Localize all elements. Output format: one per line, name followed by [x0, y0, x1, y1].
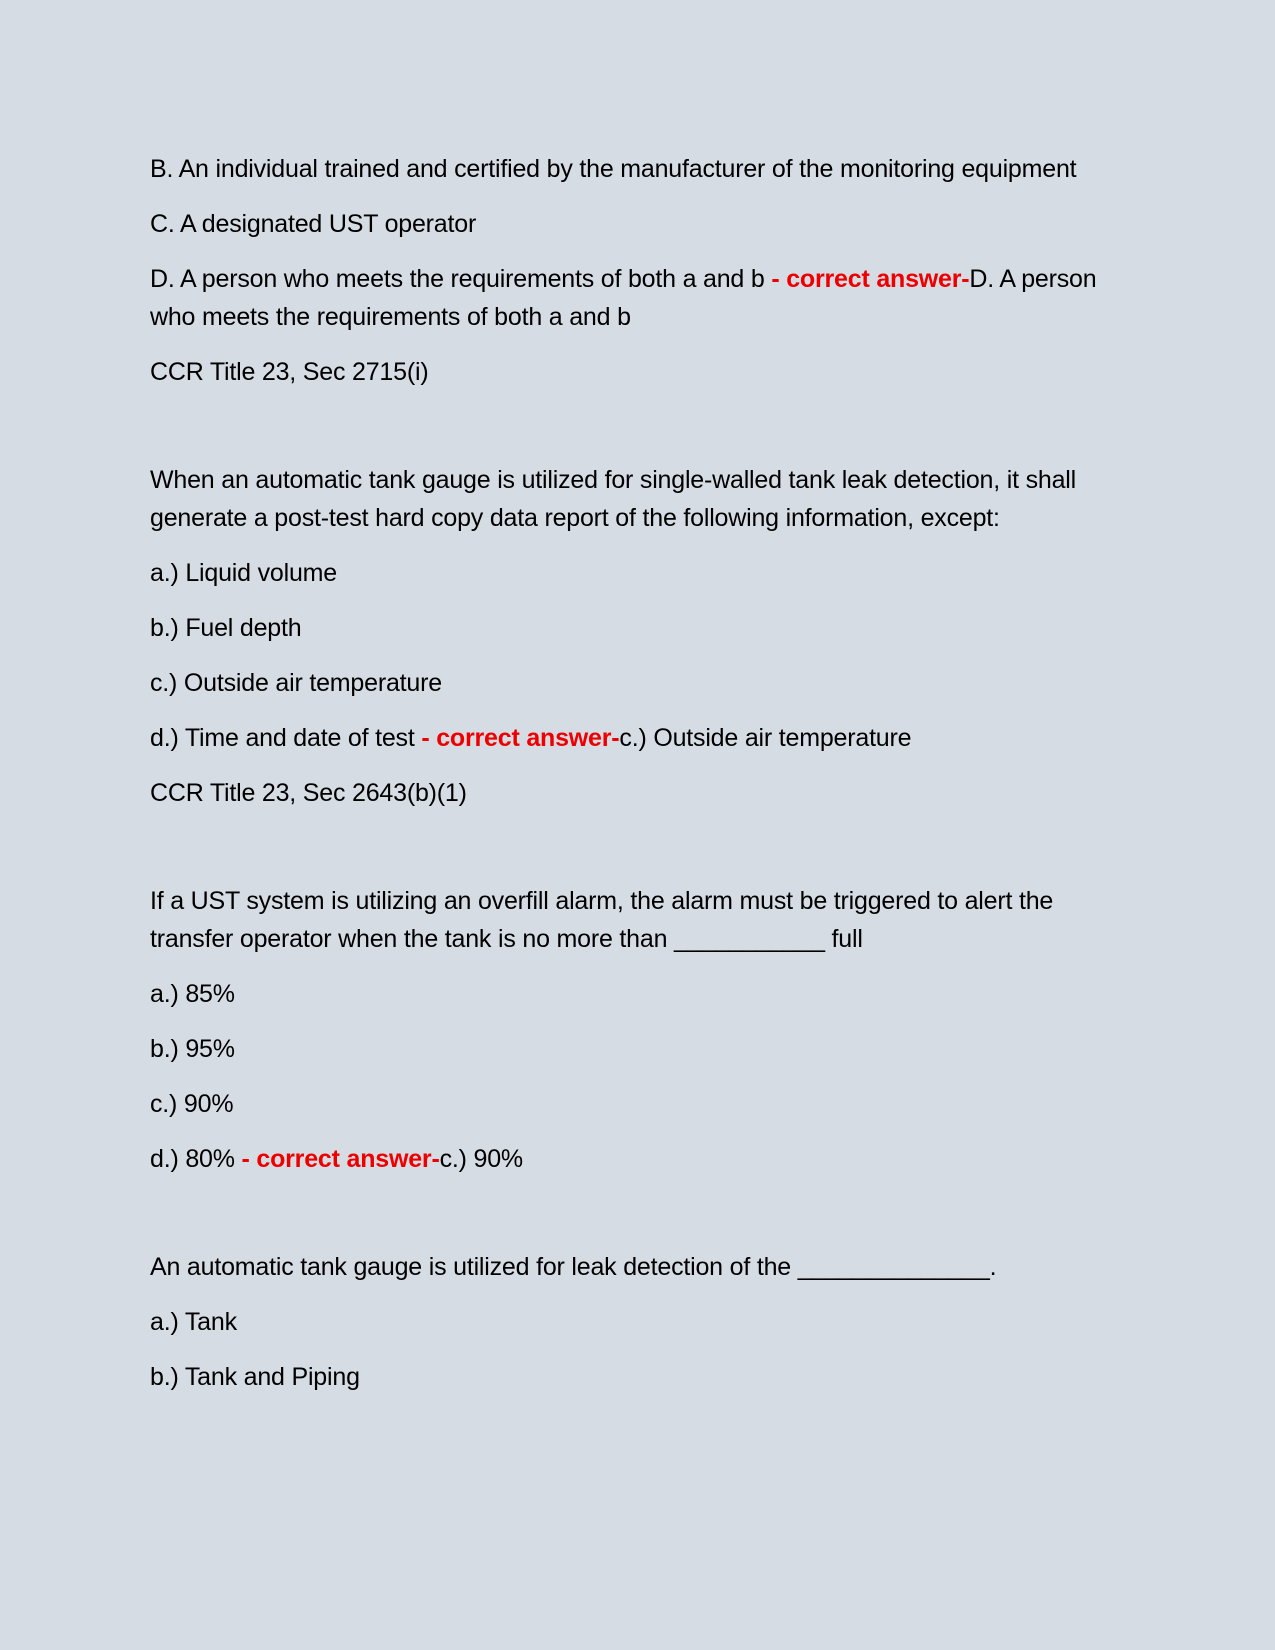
document-page — [150, 150, 1125, 1413]
q3-option-a: a.) 85% — [150, 980, 235, 1008]
q3-option-c: c.) 90% — [150, 1090, 234, 1118]
q2-option-c: c.) Outside air temperature — [150, 669, 442, 697]
q3-correct-marker: - correct answer- — [234, 1145, 440, 1173]
q1-option-b: B. An individual trained and certified by the manufacturer of the monitoring equipment — [150, 155, 1077, 183]
q1-reference: CCR Title 23, Sec 2715(i) — [150, 358, 429, 386]
q2-option-b: b.) Fuel depth — [150, 614, 302, 642]
q2-option-d — [150, 719, 1125, 757]
question-spacer — [150, 408, 1125, 461]
q1-answer: D. A person who meets the requirements of both a and b — [150, 265, 1097, 331]
q3-option-b: b.) 95% — [150, 1035, 235, 1063]
q2-option-d-text: d.) Time and date of test — [150, 724, 415, 752]
q1-correct-marker: - correct answer- — [764, 265, 970, 293]
question-spacer — [150, 829, 1125, 882]
q4-option-a: a.) Tank — [150, 1308, 237, 1336]
q1-option-d — [150, 260, 1125, 336]
q3-question: If a UST system is utilizing an overfill alarm, the alarm must be triggered to alert the transfer operator when the tank is no more than ___________ full — [150, 887, 1054, 953]
q4-option-b: b.) Tank and Piping — [150, 1363, 360, 1391]
q2-question: When an automatic tank gauge is utilized for single-walled tank leak detection, it shall generate a post-test hard copy data report of the following information, except: — [150, 466, 1076, 532]
q2-option-a: a.) Liquid volume — [150, 559, 337, 587]
q3-option-d — [150, 1140, 1125, 1178]
q2-reference: CCR Title 23, Sec 2643(b)(1) — [150, 779, 467, 807]
question-spacer — [150, 1195, 1125, 1248]
q3-answer: c.) 90% — [439, 1145, 523, 1173]
q2-answer: c.) Outside air temperature — [619, 724, 912, 752]
q3-option-d-text: d.) 80% — [150, 1145, 235, 1173]
q1-option-d-text: D. A person who meets the requirements of both a and b — [150, 265, 765, 293]
q4-question: An automatic tank gauge is utilized for leak detection of the ______________. — [150, 1253, 997, 1281]
q2-correct-marker: - correct answer- — [414, 724, 620, 752]
q1-option-c: C. A designated UST operator — [150, 210, 477, 238]
